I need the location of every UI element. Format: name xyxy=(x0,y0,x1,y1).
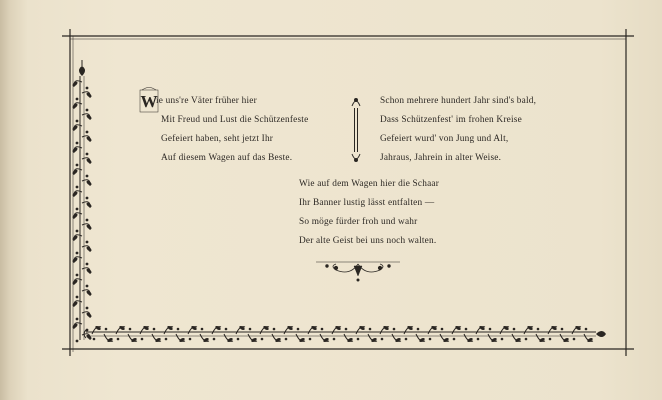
verse-line: ie uns're Väter früher hier xyxy=(156,96,257,106)
verse-line: Mit Freud und Lust die Schützenfeste xyxy=(161,115,309,125)
fleuron-icon xyxy=(316,262,400,281)
verse-line: Der alte Geist bei uns noch walten. xyxy=(299,236,437,246)
verse-line: Gefeiert wurd' von Jung und Alt, xyxy=(380,134,509,144)
stanza-left xyxy=(156,92,309,168)
floral-vine-border-icon xyxy=(72,60,93,342)
verse-line: Dass Schützenfest' im frohen Kreise xyxy=(380,115,522,125)
verse-line: Auf diesem Wagen auf das Beste. xyxy=(161,153,293,163)
verse-line: Jahraus, Jahrein in alter Weise. xyxy=(380,153,502,163)
floral-vine-bottom-icon xyxy=(84,325,606,343)
stanza-right xyxy=(380,92,536,168)
vertical-ornament-icon xyxy=(352,99,360,162)
verse-line: Gefeiert haben, seht jetzt Ihr xyxy=(161,134,274,144)
verse-line: So möge fürder froh und wahr xyxy=(299,217,418,227)
drop-cap-letter: W xyxy=(140,92,158,111)
verse-line: Schon mehrere hundert Jahr sind's bald, xyxy=(380,96,537,106)
verse-line: Ihr Banner lustig lässt entfalten — xyxy=(299,198,435,208)
stanza-center xyxy=(299,175,439,251)
verse-line: Wie auf dem Wagen hier die Schaar xyxy=(299,179,440,189)
